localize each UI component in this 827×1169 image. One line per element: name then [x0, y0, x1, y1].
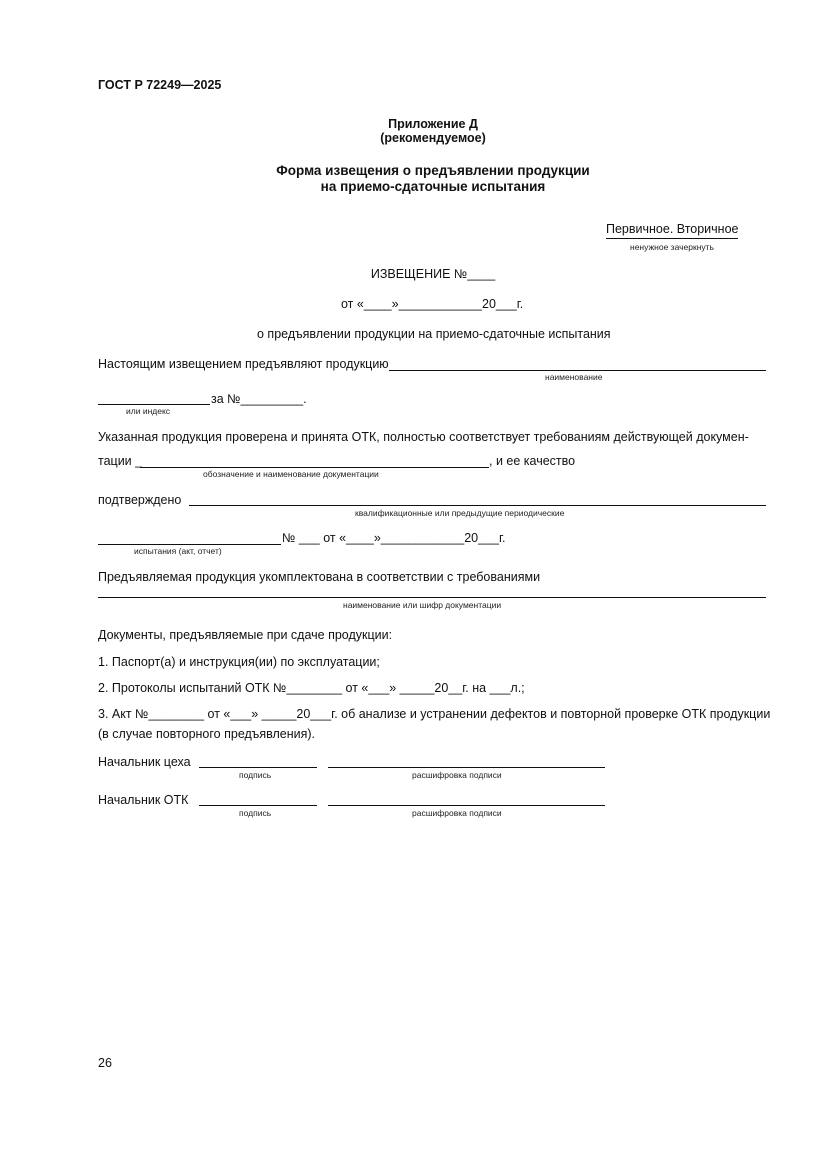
notice-title: ИЗВЕЩЕНИЕ №____ [370, 267, 496, 281]
completeness-caption: наименование или шифр документации [343, 600, 502, 610]
qc-head-signature-field [199, 805, 317, 806]
documents-item: 2. Протоколы испытаний ОТК №________ от «___» _____20__г. на ___л.; [98, 681, 525, 695]
confirmed-field [189, 505, 766, 506]
completeness-field [98, 597, 766, 598]
documentation-start: тации _ [98, 454, 143, 468]
page-number: 26 [98, 1056, 112, 1070]
product-name-field [389, 370, 766, 371]
completeness-text: Предъявляемая продукция укомплектована в соответствии с требованиями [98, 570, 541, 584]
inspection-statement: Указанная продукция проверена и принята ОТК, полностью соответствует требованиям действующей докумен- [98, 430, 749, 444]
product-index-field [98, 404, 210, 405]
form-title-line2: на приемо-сдаточные испытания [320, 179, 546, 194]
presenting-product-text: Настоящим извещением предъявляют продукцию [98, 357, 389, 371]
workshop-head-name-caption: расшифровка подписи [412, 770, 502, 780]
confirmed-text: подтверждено [98, 493, 182, 507]
appendix-status: (рекомендуемое) [380, 131, 486, 145]
appendix-title: Приложение Д [388, 117, 478, 131]
workshop-head-signature-caption: подпись [239, 770, 272, 780]
standard-code: ГОСТ Р 72249—2025 [98, 78, 222, 92]
product-name-caption: наименование [545, 372, 603, 382]
notice-date-line: от «____»____________20___г. [341, 297, 524, 311]
workshop-head-name-field [328, 767, 605, 768]
workshop-head-label: Начальник цеха [98, 755, 191, 769]
tests-caption: испытания (акт, отчет) [134, 546, 222, 556]
qc-head-name-field [328, 805, 605, 806]
product-index-caption: или индекс [126, 406, 171, 416]
documents-item: 1. Паспорт(а) и инструкция(ии) по эксплуатации; [98, 655, 380, 669]
documents-item: (в случае повторного предъявления). [98, 727, 315, 741]
documentation-field [140, 467, 489, 468]
primary-secondary-text: Первичное. Вторичное [606, 222, 739, 236]
notice-subject: о предъявлении продукции на приемо-сдаточные испытания [257, 327, 611, 341]
primary-secondary-underline [606, 238, 738, 239]
workshop-head-signature-field [199, 767, 317, 768]
form-title-line1: Форма извещения о предъявлении продукции [276, 163, 590, 178]
documentation-end: , и ее качество [489, 454, 576, 468]
primary-secondary-caption: ненужное зачеркнуть [630, 242, 714, 252]
confirmed-caption: квалификационные или предыдущие периодические [355, 508, 565, 518]
documents-item: 3. Акт №________ от «___» _____20___г. об анализе и устранении дефектов и повторной проверке ОТК продукции [98, 707, 771, 721]
documentation-caption: обозначение и наименование документации [203, 469, 379, 479]
tests-number-date: № ___ от «____»____________20___г. [282, 531, 506, 545]
tests-field [98, 544, 281, 545]
product-number-text: за №_________. [211, 392, 307, 406]
qc-head-signature-caption: подпись [239, 808, 272, 818]
qc-head-label: Начальник ОТК [98, 793, 189, 807]
qc-head-name-caption: расшифровка подписи [412, 808, 502, 818]
documents-heading: Документы, предъявляемые при сдаче продукции: [98, 628, 393, 642]
